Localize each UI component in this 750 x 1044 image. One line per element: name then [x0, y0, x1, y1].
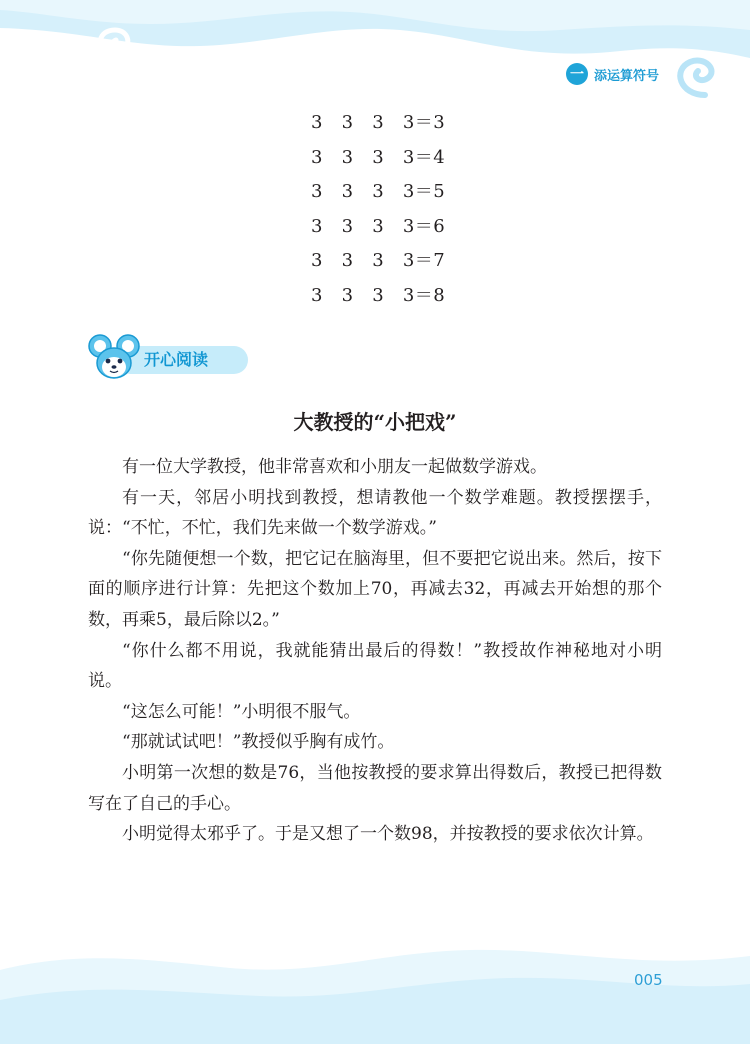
- top-wave-decoration: [0, 0, 750, 110]
- page-number: 005: [634, 971, 663, 989]
- article-paragraph: “你什么都不用说，我就能猜出最后的得数！”教授故作神秘地对小明说。: [88, 640, 662, 692]
- chapter-tag: [566, 63, 659, 85]
- article-paragraph: 有一位大学教授，他非常喜欢和小朋友一起做数学游戏。: [122, 457, 547, 477]
- equation-line: 3 3 3 3＝7: [311, 250, 446, 271]
- article-paragraph: 小明觉得太邪乎了。于是又想了一个数98，并按教授的要求依次计算。: [122, 824, 654, 845]
- article-paragraph: 有一天，邻居小明找到教授，想请教他一个数学难题。教授摆摆手，说：“不忙，不忙，我们先来做一个数学游戏。”: [88, 487, 662, 539]
- reading-section-badge: [88, 332, 253, 384]
- badge-label: 开心阅读: [144, 350, 209, 369]
- article-paragraph: 小明第一次想的数是76，当他按教授的要求算出得数后，教授已把得数写在了自己的手心。: [88, 762, 662, 814]
- equation-line: 3 3 3 3＝3: [311, 112, 446, 133]
- equation-line: 3 3 3 3＝5: [311, 181, 446, 202]
- chapter-number: 一: [566, 63, 588, 85]
- chapter-title: 添运算符号: [594, 68, 660, 84]
- equation-line: 3 3 3 3＝4: [311, 146, 446, 168]
- article-paragraph: “这怎么可能！”小明很不服气。: [122, 701, 361, 722]
- mouse-icon: [88, 332, 140, 384]
- article-paragraph: “你先随便想一个数，把它记在脑海里，但不要把它说出来。然后，按下面的顺序进行计算：先把这个数加上70，再减去32，再减去开始想的那个数，再乘5，最后除以2。”: [88, 548, 662, 630]
- equation-list: [311, 106, 445, 313]
- article-body: [88, 452, 662, 850]
- article-paragraph: “那就试试吧！”教授似乎胸有成竹。: [122, 732, 395, 753]
- swirl-icon: [680, 61, 711, 95]
- equation-line: 3 3 3 3＝8: [311, 284, 446, 306]
- article-title: 大教授的“小把戏”: [293, 410, 457, 434]
- equation-line: 3 3 3 3＝6: [311, 215, 446, 237]
